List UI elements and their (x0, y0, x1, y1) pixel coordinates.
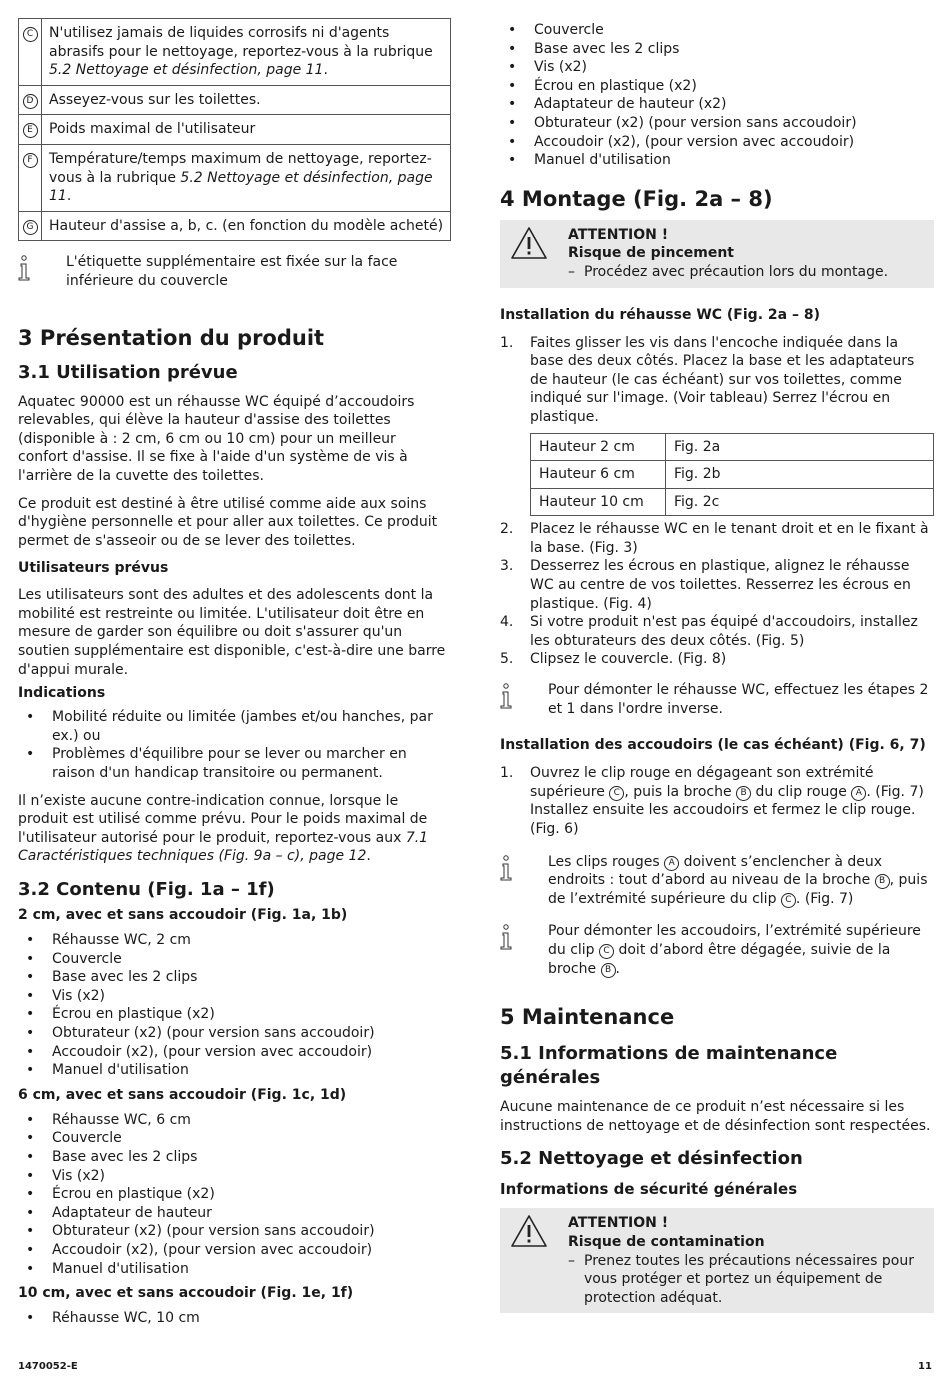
info-note-clips (500, 853, 934, 909)
step-text: Desserrez les écrous en plastique, alignez le réhausse WC au centre de vos toilettes. Resserrez les écrous en plastique. (Fig. 4) (530, 558, 911, 612)
safety-title: Informations de sécurité générales (500, 1180, 798, 1199)
list-item: • Couvercle (18, 950, 450, 969)
height-figure: Fig. 2a (666, 433, 934, 461)
section-3-2-title: 3.2 Contenu (Fig. 1a – 1f) (18, 879, 275, 900)
install-step (500, 613, 934, 650)
height-figure: Fig. 2b (666, 461, 934, 489)
list-item: • Obturateur (x2) (pour version sans accoudoir) (18, 1024, 450, 1043)
step-number: 4. (500, 614, 514, 631)
list-item: • Accoudoir (x2), (pour version avec accoudoir) (18, 1043, 450, 1062)
symbol-text-end: . (66, 188, 72, 205)
info-icon (18, 253, 66, 290)
paragraph: Aquatec 90000 est un réhausse WC équipé d’accoudoirs relevables, qui élève la hauteur d'assise des toilettes (disponible à : 2 cm, 6 cm ou 10 cm) pour un meilleur confort d'assise. Il se fixe à l'aide d'un système de vis à l'arrière de la cuvette des toilettes. (18, 393, 415, 484)
armrest-title: Installation des accoudoirs (le cas échéant) (Fig. 6, 7) (500, 737, 926, 754)
list-item: • Vis (x2) (18, 1167, 450, 1186)
paragraph: Les utilisateurs sont des adultes et des adolescents dont la mobilité est restreinte ou limitée. L'utilisateur doit être en mesure de garder son équilibre ou doit s'assurer qu'un soutien supplémentaire est disponible, c'est-à-dire une barre d'appui murale. (18, 587, 446, 678)
symbol-text: N'utilisez jamais de liquides corrosifs ni d'agents abrasifs pour le nettoyage, reportez-vous à la rubrique (49, 25, 433, 60)
info-icon (500, 853, 548, 909)
symbol-text-end: . (323, 62, 328, 79)
warning-box-contamination (500, 1208, 934, 1313)
symbol-description (42, 211, 451, 241)
info-note-label (18, 253, 450, 290)
symbol-a: A (851, 786, 866, 801)
height-value: Hauteur 10 cm (531, 488, 666, 516)
height-table (530, 433, 934, 517)
list-item: • Adaptateur de hauteur (x2) (500, 95, 934, 114)
list-item: • Couvercle (500, 21, 934, 40)
note-text: Pour démonter le réhausse WC, effectuez les étapes 2 et 1 dans l'ordre inverse. (548, 682, 929, 717)
list-item: • Mobilité réduite ou limitée (jambes et/ou hanches, par ex.) ou (18, 708, 450, 745)
list-item: • Manuel d'utilisation (18, 1061, 450, 1080)
symbol-text: Hauteur d'assise a, b, c. (en fonction du modèle acheté) (49, 217, 444, 234)
list-item: • Manuel d'utilisation (500, 151, 934, 170)
note-text: Pour démonter les accoudoirs, l’extrémité supérieure du clip C doit d’abord être dégagée, suivie de la broche B . (548, 923, 921, 977)
list-item: • Problèmes d'équilibre pour se lever ou marcher en raison d'un handicap transitoire ou permanent. (18, 745, 450, 782)
section-4-title: 4 Montage (Fig. 2a – 8) (500, 186, 773, 211)
info-note-armrest (500, 922, 934, 978)
list-item: • Base avec les 2 clips (18, 968, 450, 987)
step-number: 5. (500, 651, 514, 668)
list-item: • Vis (x2) (500, 58, 934, 77)
symbol-table (18, 18, 451, 241)
section-5-title: 5 Maintenance (500, 1005, 675, 1030)
list-item: • Base avec les 2 clips (18, 1148, 450, 1167)
section-3-title: 3 Présentation du produit (18, 325, 325, 350)
list-item: • Accoudoir (x2), (pour version avec accoudoir) (500, 133, 934, 152)
warning-subtitle: Risque de pincement (568, 245, 734, 262)
list-item: • Adaptateur de hauteur (18, 1204, 450, 1223)
symbol-reference: 5.2 Nettoyage et désinfection, page 11 (49, 169, 433, 205)
circled-symbol: E (23, 123, 38, 138)
symbol-description (42, 19, 451, 86)
list-item: • Obturateur (x2) (pour version sans accoudoir) (500, 114, 934, 133)
note-text: L'étiquette supplémentaire est fixée sur la face inférieure du couvercle (66, 254, 398, 289)
symbol-row (19, 211, 451, 241)
install-step (500, 520, 934, 557)
list-item: • Accoudoir (x2), (pour version avec accoudoir) (18, 1241, 450, 1260)
symbol-description (42, 144, 451, 211)
install-steps-continued (500, 520, 934, 669)
symbol-cell (19, 85, 42, 115)
warning-triangle-icon (510, 226, 568, 282)
height-row (531, 433, 934, 461)
install-step (500, 650, 934, 669)
footer-doc-number: 1470052-E (18, 1361, 78, 1372)
list-item: • Réhausse WC, 6 cm (18, 1111, 450, 1130)
install-step (500, 557, 934, 613)
section-5-2-title: 5.2 Nettoyage et désinfection (500, 1148, 803, 1170)
list-item: • Couvercle (18, 1129, 450, 1148)
info-note-dismount (500, 681, 934, 718)
armrest-step: 1. Ouvrez le clip rouge en dégageant son extrémité supérieure C , puis la broche B du clip rouge A . (Fig. 7) Installez ensuite les accoudoirs et fermez le clip rouge. (Fig. 6) (500, 765, 924, 837)
content-10cm-list-continued (500, 21, 934, 170)
symbol-cell (19, 144, 42, 211)
circled-symbol: F (23, 153, 38, 168)
warning-item: – Prenez toutes les précautions nécessaires pour vous protéger et portez un équipement de protection adéquat. (568, 1252, 914, 1306)
symbol-text: Température/temps maximum de nettoyage, reportez-vous à la rubrique (49, 150, 432, 186)
install-steps (500, 334, 934, 427)
height-value: Hauteur 2 cm (531, 433, 666, 461)
symbol-description (42, 85, 451, 115)
list-item: • Vis (x2) (18, 987, 450, 1006)
warning-title: ATTENTION ! (568, 1215, 669, 1232)
symbol-row (19, 85, 451, 115)
symbol-cell (19, 211, 42, 241)
content-2cm-list (18, 931, 450, 1080)
symbol-description (42, 115, 451, 145)
symbol-text: Asseyez-vous sur les toilettes. (49, 91, 261, 108)
circled-symbol: G (23, 220, 38, 235)
height-figure: Fig. 2c (666, 488, 934, 516)
section-5-1-title: 5.1 Informations de maintenance générales (500, 1043, 838, 1089)
paragraph: Aucune maintenance de ce produit n’est nécessaire si les instructions de nettoyage et de désinfection sont respectées. (500, 1099, 931, 1134)
height-row (531, 488, 934, 516)
symbol-row (19, 144, 451, 211)
warning-subtitle: Risque de contamination (568, 1233, 765, 1250)
circled-symbol: C (23, 27, 38, 42)
step-number: 2. (500, 521, 514, 538)
step-text: Si votre produit n'est pas équipé d'accoudoirs, installez les obturateurs des deux côtés. (Fig. 5) (530, 614, 918, 649)
left-column (18, 0, 450, 1328)
list-item: • Obturateur (x2) (pour version sans accoudoir) (18, 1222, 450, 1241)
list-item: • Réhausse WC, 10 cm (18, 1309, 450, 1328)
symbol-reference: 5.2 Nettoyage et désinfection, page 11 (49, 62, 324, 79)
symbol-cell (19, 115, 42, 145)
info-icon (500, 681, 548, 718)
info-icon (500, 922, 548, 978)
step-text: Clipsez le couvercle. (Fig. 8) (530, 651, 727, 668)
right-column (500, 21, 934, 1313)
install-step: 1. Faites glisser les vis dans l'encoche indiquée dans la base des deux côtés. Placez la base et les adaptateurs de hauteur (le cas échéant) sur vos toilettes, comme indiqué sur l'image. (Voir tableau) Serrez l'écrou en plastique. (500, 334, 915, 425)
step-text: Placez le réhausse WC en le tenant droit et en le fixant à la base. (Fig. 3) (530, 521, 929, 556)
symbol-text: Poids maximal de l'utilisateur (49, 121, 256, 138)
warning-triangle-icon (510, 1214, 568, 1307)
note-text: Les clips rouges A doivent s’enclencher à deux endroits : tout d’abord au niveau de la broche B , puis de l’extrémité supérieure du clip C . (Fig. 7) (548, 853, 928, 907)
symbol-cell (19, 19, 42, 86)
section-3-1-title: 3.1 Utilisation prévue (18, 361, 238, 383)
footer-page-number: 11 (918, 1361, 932, 1372)
content-2cm-title: 2 cm, avec et sans accoudoir (Fig. 1a, 1b) (18, 907, 348, 923)
list-item: • Écrou en plastique (x2) (18, 1005, 450, 1024)
indications-title: Indications (18, 685, 106, 702)
list-item: • Écrou en plastique (x2) (18, 1185, 450, 1204)
list-item: • Réhausse WC, 2 cm (18, 931, 450, 950)
list-item: • Base avec les 2 clips (500, 40, 934, 59)
circled-symbol: D (23, 94, 38, 109)
armrest-steps (500, 764, 934, 838)
content-10cm-list (18, 1309, 450, 1328)
warning-box-pinch (500, 220, 934, 288)
list-item: • Écrou en plastique (x2) (500, 77, 934, 96)
content-6cm-list (18, 1111, 450, 1278)
step-number: 3. (500, 558, 514, 575)
symbol-row (19, 19, 451, 86)
users-title: Utilisateurs prévus (18, 560, 169, 577)
symbol-c: C (609, 786, 624, 801)
height-row (531, 461, 934, 489)
height-value: Hauteur 6 cm (531, 461, 666, 489)
content-10cm-title: 10 cm, avec et sans accoudoir (Fig. 1e, 1f) (18, 1285, 354, 1302)
warning-title: ATTENTION ! (568, 226, 669, 243)
install-title: Installation du réhausse WC (Fig. 2a – 8) (500, 306, 820, 323)
symbol-row (19, 115, 451, 145)
content-6cm-title: 6 cm, avec et sans accoudoir (Fig. 1c, 1d) (18, 1086, 347, 1103)
symbol-b: B (736, 786, 751, 801)
list-item: • Manuel d'utilisation (18, 1260, 450, 1279)
indications-list (18, 708, 450, 782)
paragraph: Ce produit est destiné à être utilisé comme aide aux soins d'hygiène personnelle et pour aller aux toilettes. Ce produit permet de s'asseoir ou de se lever des toilettes. (18, 495, 438, 549)
warning-item: – Procédez avec précaution lors du montage. (568, 263, 889, 280)
paragraph: Il n’existe aucune contre-indication connue, lorsque le produit est utilisé comme prévu. Pour le poids maximal de l'utilisateur autorisé pour le produit, reportez-vous aux 7.1 Caractéristiques techniques (Fig. 9a – c), page 12. (18, 792, 429, 865)
